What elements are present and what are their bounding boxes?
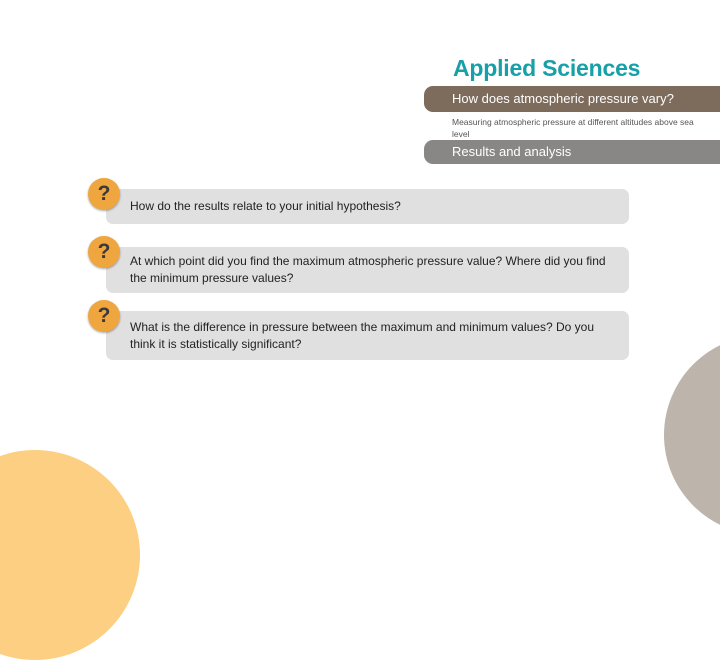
question-card-3 <box>106 311 629 360</box>
question-card-1 <box>106 189 629 224</box>
decorative-gray-circle <box>664 335 720 535</box>
decorative-yellow-circle <box>0 450 140 660</box>
question-banner: How does atmospheric pressure vary? <box>424 86 720 112</box>
question-card-2 <box>106 247 629 293</box>
question-text: What is the difference in pressure between the maximum and minimum values? Do you think it is statistically significant? <box>130 320 594 351</box>
question-mark-icon: ? <box>88 300 120 332</box>
question-text: At which point did you find the maximum atmospheric pressure value? Where did you find the minimum pressure values? <box>130 254 606 285</box>
section-banner: Results and analysis <box>424 140 720 164</box>
subtitle: Measuring atmospheric pressure at different altitudes above sea level <box>452 117 694 139</box>
question-mark-icon: ? <box>88 178 120 210</box>
brand-title: Applied Sciences <box>453 55 641 81</box>
question-text: How do the results relate to your initial hypothesis? <box>130 199 401 213</box>
question-mark-icon: ? <box>88 236 120 268</box>
